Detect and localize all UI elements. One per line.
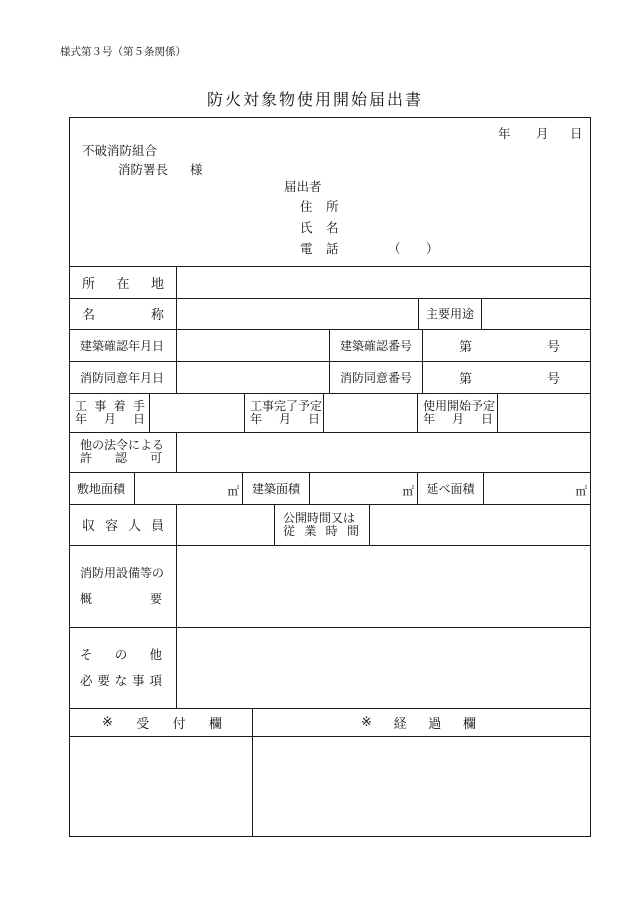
building-confirm-row <box>70 329 590 362</box>
progress-char: 欄 <box>462 716 476 732</box>
month-char: 月 <box>278 411 291 426</box>
name-char: 名 <box>82 308 96 323</box>
area-unit-label: ㎡ <box>227 484 239 498</box>
year-char: 年 <box>423 411 436 426</box>
fire-equipment-label-cell <box>70 545 177 627</box>
site-area-label: 敷地面積 <box>77 481 126 496</box>
total-floor-area-input[interactable] <box>484 472 590 504</box>
other-matters-label-cell <box>70 627 177 708</box>
area-unit-label: ㎡ <box>575 484 587 498</box>
construction-start-char: 手 <box>132 398 145 413</box>
month-char: 月 <box>451 411 464 426</box>
office-use-body-row <box>70 736 590 836</box>
location-label-cell <box>70 266 177 298</box>
use-start-label-cell <box>418 393 498 432</box>
phone-paren-open: （ <box>388 241 401 256</box>
office-use-header-row <box>70 708 590 737</box>
bldg-confirm-no-input[interactable] <box>423 329 590 361</box>
area-unit-label: ㎡ <box>402 484 414 498</box>
month-char: 月 <box>103 411 116 426</box>
other-char: 他 <box>149 646 162 662</box>
number-gou-label: 号 <box>546 371 560 387</box>
location-char: 地 <box>150 276 164 292</box>
addressee-chief: 消防署長 <box>118 162 169 177</box>
capacity-char: 収 <box>82 519 96 534</box>
form-number-label: 様式第３号（第５条関係） <box>60 46 186 58</box>
main-use-input[interactable] <box>482 298 590 329</box>
construction-start-input[interactable] <box>150 393 245 432</box>
fire-equipment-row <box>70 545 590 628</box>
bldg-confirm-date-input[interactable] <box>177 329 330 361</box>
year-char: 年 <box>250 411 263 426</box>
location-row <box>70 266 590 299</box>
fire-consent-no-label-cell <box>330 361 423 393</box>
other-laws-label-cell <box>70 432 177 472</box>
fire-consent-no-label: 消防同意番号 <box>339 370 412 385</box>
name-row <box>70 298 590 330</box>
name-label-2: 名 <box>326 220 339 235</box>
matters-char: 項 <box>149 672 162 688</box>
construction-end-input[interactable] <box>324 393 418 432</box>
progress-char: 経 <box>393 716 407 732</box>
site-area-label-cell <box>70 472 135 504</box>
building-area-input[interactable] <box>310 472 418 504</box>
number-gou-label: 号 <box>546 339 560 355</box>
matters-char: 要 <box>97 672 110 688</box>
location-char: 在 <box>116 276 130 292</box>
schedule-row <box>70 393 590 433</box>
construction-start-char: 着 <box>113 398 126 413</box>
phone-paren-close: ） <box>426 241 439 256</box>
construction-start-label-cell <box>70 393 150 432</box>
other-matters-row <box>70 627 590 709</box>
header-section <box>70 118 590 267</box>
name-label-1: 氏 <box>300 220 313 235</box>
addressee-honorific: 様 <box>190 162 203 177</box>
progress-char: ※ <box>361 714 372 730</box>
permit-char: 認 <box>114 451 127 465</box>
reception-char: 欄 <box>208 716 222 732</box>
page-title: 防火対象物使用開始届出書 <box>206 90 423 109</box>
number-dai-label: 第 <box>459 371 473 387</box>
reception-char: 付 <box>172 716 186 732</box>
other-laws-row <box>70 432 590 473</box>
other-matters-input[interactable] <box>177 627 590 708</box>
building-area-label-cell <box>243 472 310 504</box>
other-char: の <box>114 646 128 662</box>
name-input[interactable] <box>177 298 419 329</box>
location-char: 所 <box>82 276 96 292</box>
location-input[interactable] <box>177 266 590 298</box>
capacity-label-cell <box>70 504 177 545</box>
matters-char: 事 <box>132 672 145 688</box>
name-label-cell <box>70 298 177 329</box>
other-char: そ <box>80 646 93 662</box>
use-start-input[interactable] <box>498 393 590 432</box>
hours-label-cell <box>275 504 370 545</box>
total-floor-area-label: 延べ面積 <box>426 481 475 496</box>
matters-char: な <box>114 672 128 688</box>
notifier-label: 届出者 <box>284 179 322 194</box>
fire-consent-date-label-cell <box>70 361 177 393</box>
matters-char: 必 <box>80 672 93 688</box>
capacity-char: 容 <box>104 519 118 534</box>
construction-end-label: 工事完了予定 <box>250 398 323 413</box>
summary-char: 要 <box>149 592 162 606</box>
bldg-confirm-date-label: 建築確認年月日 <box>80 338 165 353</box>
number-dai-label: 第 <box>459 339 473 355</box>
summary-char: 概 <box>80 592 93 606</box>
use-start-label: 使用開始予定 <box>423 398 496 413</box>
fire-consent-date-label: 消防同意年月日 <box>80 370 165 385</box>
name-char: 称 <box>150 308 164 323</box>
address-label-2: 所 <box>326 199 339 214</box>
bldg-confirm-no-label-cell <box>330 329 423 361</box>
phone-label-2: 話 <box>326 241 339 256</box>
construction-start-char: 事 <box>94 398 107 413</box>
permit-char: 可 <box>149 451 162 465</box>
capacity-char: 員 <box>150 519 164 534</box>
capacity-char: 人 <box>127 519 141 534</box>
bldg-confirm-no-label: 建築確認番号 <box>339 338 412 353</box>
capacity-row <box>70 504 590 546</box>
capacity-input[interactable] <box>177 504 275 545</box>
main-use-label-cell <box>419 298 482 329</box>
fire-consent-no-input[interactable] <box>423 361 590 393</box>
construction-end-label-cell <box>245 393 324 432</box>
hours-input[interactable] <box>370 504 590 545</box>
phone-label-1: 電 <box>300 241 313 256</box>
other-laws-input[interactable] <box>177 432 590 472</box>
day-char: 日 <box>132 411 145 426</box>
main-use-label: 主要用途 <box>425 307 474 321</box>
date-year-label: 年 <box>498 126 511 141</box>
area-row <box>70 472 590 505</box>
hours-char: 時 <box>325 523 338 538</box>
reception-char: ※ <box>102 714 113 730</box>
fire-consent-row <box>70 361 590 394</box>
other-laws-label: 他の法令による <box>80 438 165 452</box>
hours-char: 業 <box>304 523 317 538</box>
fire-consent-date-input[interactable] <box>177 361 330 393</box>
date-month-label: 月 <box>536 126 549 141</box>
progress-area[interactable] <box>253 736 590 836</box>
hours-label: 公開時間又は <box>283 510 356 525</box>
progress-header-cell <box>253 708 590 736</box>
hours-char: 従 <box>283 523 296 538</box>
reception-header-cell <box>70 708 253 736</box>
progress-char: 過 <box>428 716 442 732</box>
reception-char: 受 <box>136 716 150 732</box>
building-area-label: 建築面積 <box>251 481 300 496</box>
hours-char: 間 <box>346 523 359 538</box>
day-char: 日 <box>307 411 320 426</box>
fire-equipment-label: 消防用設備等の <box>80 566 165 580</box>
address-label-1: 住 <box>300 199 313 214</box>
reception-area[interactable] <box>70 736 253 836</box>
site-area-input[interactable] <box>135 472 243 504</box>
bldg-confirm-date-label-cell <box>70 329 177 361</box>
construction-start-char: 工 <box>75 398 88 413</box>
notification-form <box>69 117 591 837</box>
fire-equipment-input[interactable] <box>177 545 590 627</box>
date-day-label: 日 <box>570 126 583 141</box>
permit-char: 許 <box>80 451 93 465</box>
total-floor-area-label-cell <box>418 472 484 504</box>
addressee-union: 不破消防組合 <box>82 143 158 158</box>
year-char: 年 <box>75 411 88 426</box>
day-char: 日 <box>480 411 493 426</box>
